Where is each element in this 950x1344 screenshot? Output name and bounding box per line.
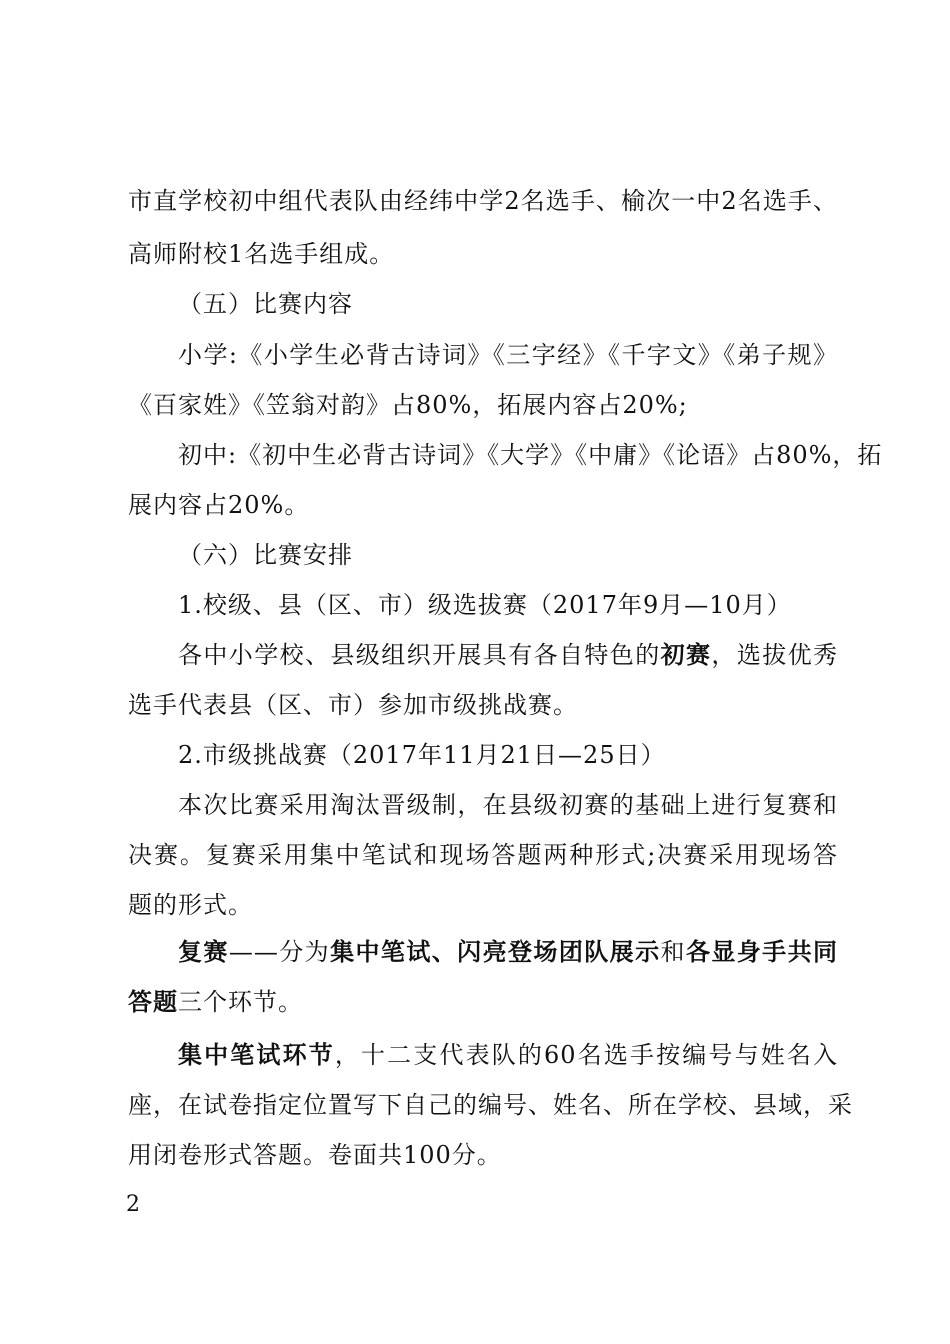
text: 展内容占20%。 — [128, 491, 310, 519]
paragraph-line — [128, 1140, 838, 1170]
paragraph-line — [128, 840, 838, 870]
paragraph-line — [128, 987, 838, 1017]
text: 初中:《初中生必背古诗词》《大学》《中庸》《论语》占80%，拓 — [178, 441, 883, 469]
text: 本次比赛采用淘汰晋级制，在县级初赛的基础上进行复赛和 — [178, 791, 838, 819]
text: 三个环节。 — [178, 988, 303, 1016]
text: 用闭卷形式答题。卷面共100分。 — [128, 1141, 502, 1169]
bold-text: 各显身手共同 — [685, 937, 839, 966]
section-heading-5 — [178, 289, 838, 319]
paragraph-line — [178, 1040, 838, 1070]
paragraph-line — [178, 640, 838, 670]
paragraph-line — [128, 490, 838, 520]
text: 市直学校初中组代表队由经纬中学2名选手、榆次一中2名选手、 — [128, 187, 838, 215]
paragraph-line — [128, 1090, 853, 1120]
text: （六）比赛安排 — [178, 541, 353, 569]
paragraph-line — [128, 390, 838, 420]
bold-text: 集中笔试环节 — [178, 1040, 335, 1069]
subheading-2 — [178, 740, 838, 770]
paragraph-line — [178, 440, 883, 470]
bold-text: 集中笔试、闪亮登场团队展示 — [330, 937, 661, 966]
text: 小学:《小学生必背古诗词》《三字经》《千字文》《弟子规》 — [178, 341, 838, 369]
bold-text: 初赛 — [660, 640, 712, 669]
page-number: 2 — [126, 1192, 140, 1217]
paragraph-line — [178, 340, 838, 370]
text: 题的形式。 — [128, 891, 253, 919]
subheading-1 — [178, 590, 838, 620]
paragraph-line — [128, 890, 838, 920]
text: 选手代表县（区、市）参加市级挑战赛。 — [128, 691, 578, 719]
text: 高师附校1名选手组成。 — [128, 240, 395, 268]
section-heading-6 — [178, 540, 838, 570]
text: 和 — [660, 938, 686, 966]
text: 2.市级挑战赛（2017年11月21日—25日） — [178, 741, 666, 769]
text: （五）比赛内容 — [178, 290, 353, 318]
bold-text: 复赛 — [178, 937, 229, 966]
bold-text: 答题 — [128, 987, 178, 1016]
text: 决赛。复赛采用集中笔试和现场答题两种形式;决赛采用现场答 — [128, 841, 838, 869]
paragraph-line — [128, 186, 838, 216]
paragraph-line — [128, 239, 838, 269]
text: 各中小学校、县级组织开展具有各自特色的 — [178, 641, 661, 669]
text: 1.校级、县（区、市）级选拔赛（2017年9月—10月） — [178, 591, 792, 619]
text: 《百家姓》《笠翁对韵》占80%，拓展内容占20%; — [128, 391, 688, 419]
paragraph-line — [128, 690, 838, 720]
paragraph-line — [178, 790, 838, 820]
paragraph-line — [178, 937, 838, 967]
text: ，选拔优秀 — [711, 641, 839, 669]
text: 座，在试卷指定位置写下自己的编号、姓名、所在学校、县域，采 — [128, 1091, 853, 1119]
text: ，十二支代表队的60名选手按编号与姓名入 — [334, 1041, 839, 1069]
text: ——分为 — [228, 938, 331, 966]
